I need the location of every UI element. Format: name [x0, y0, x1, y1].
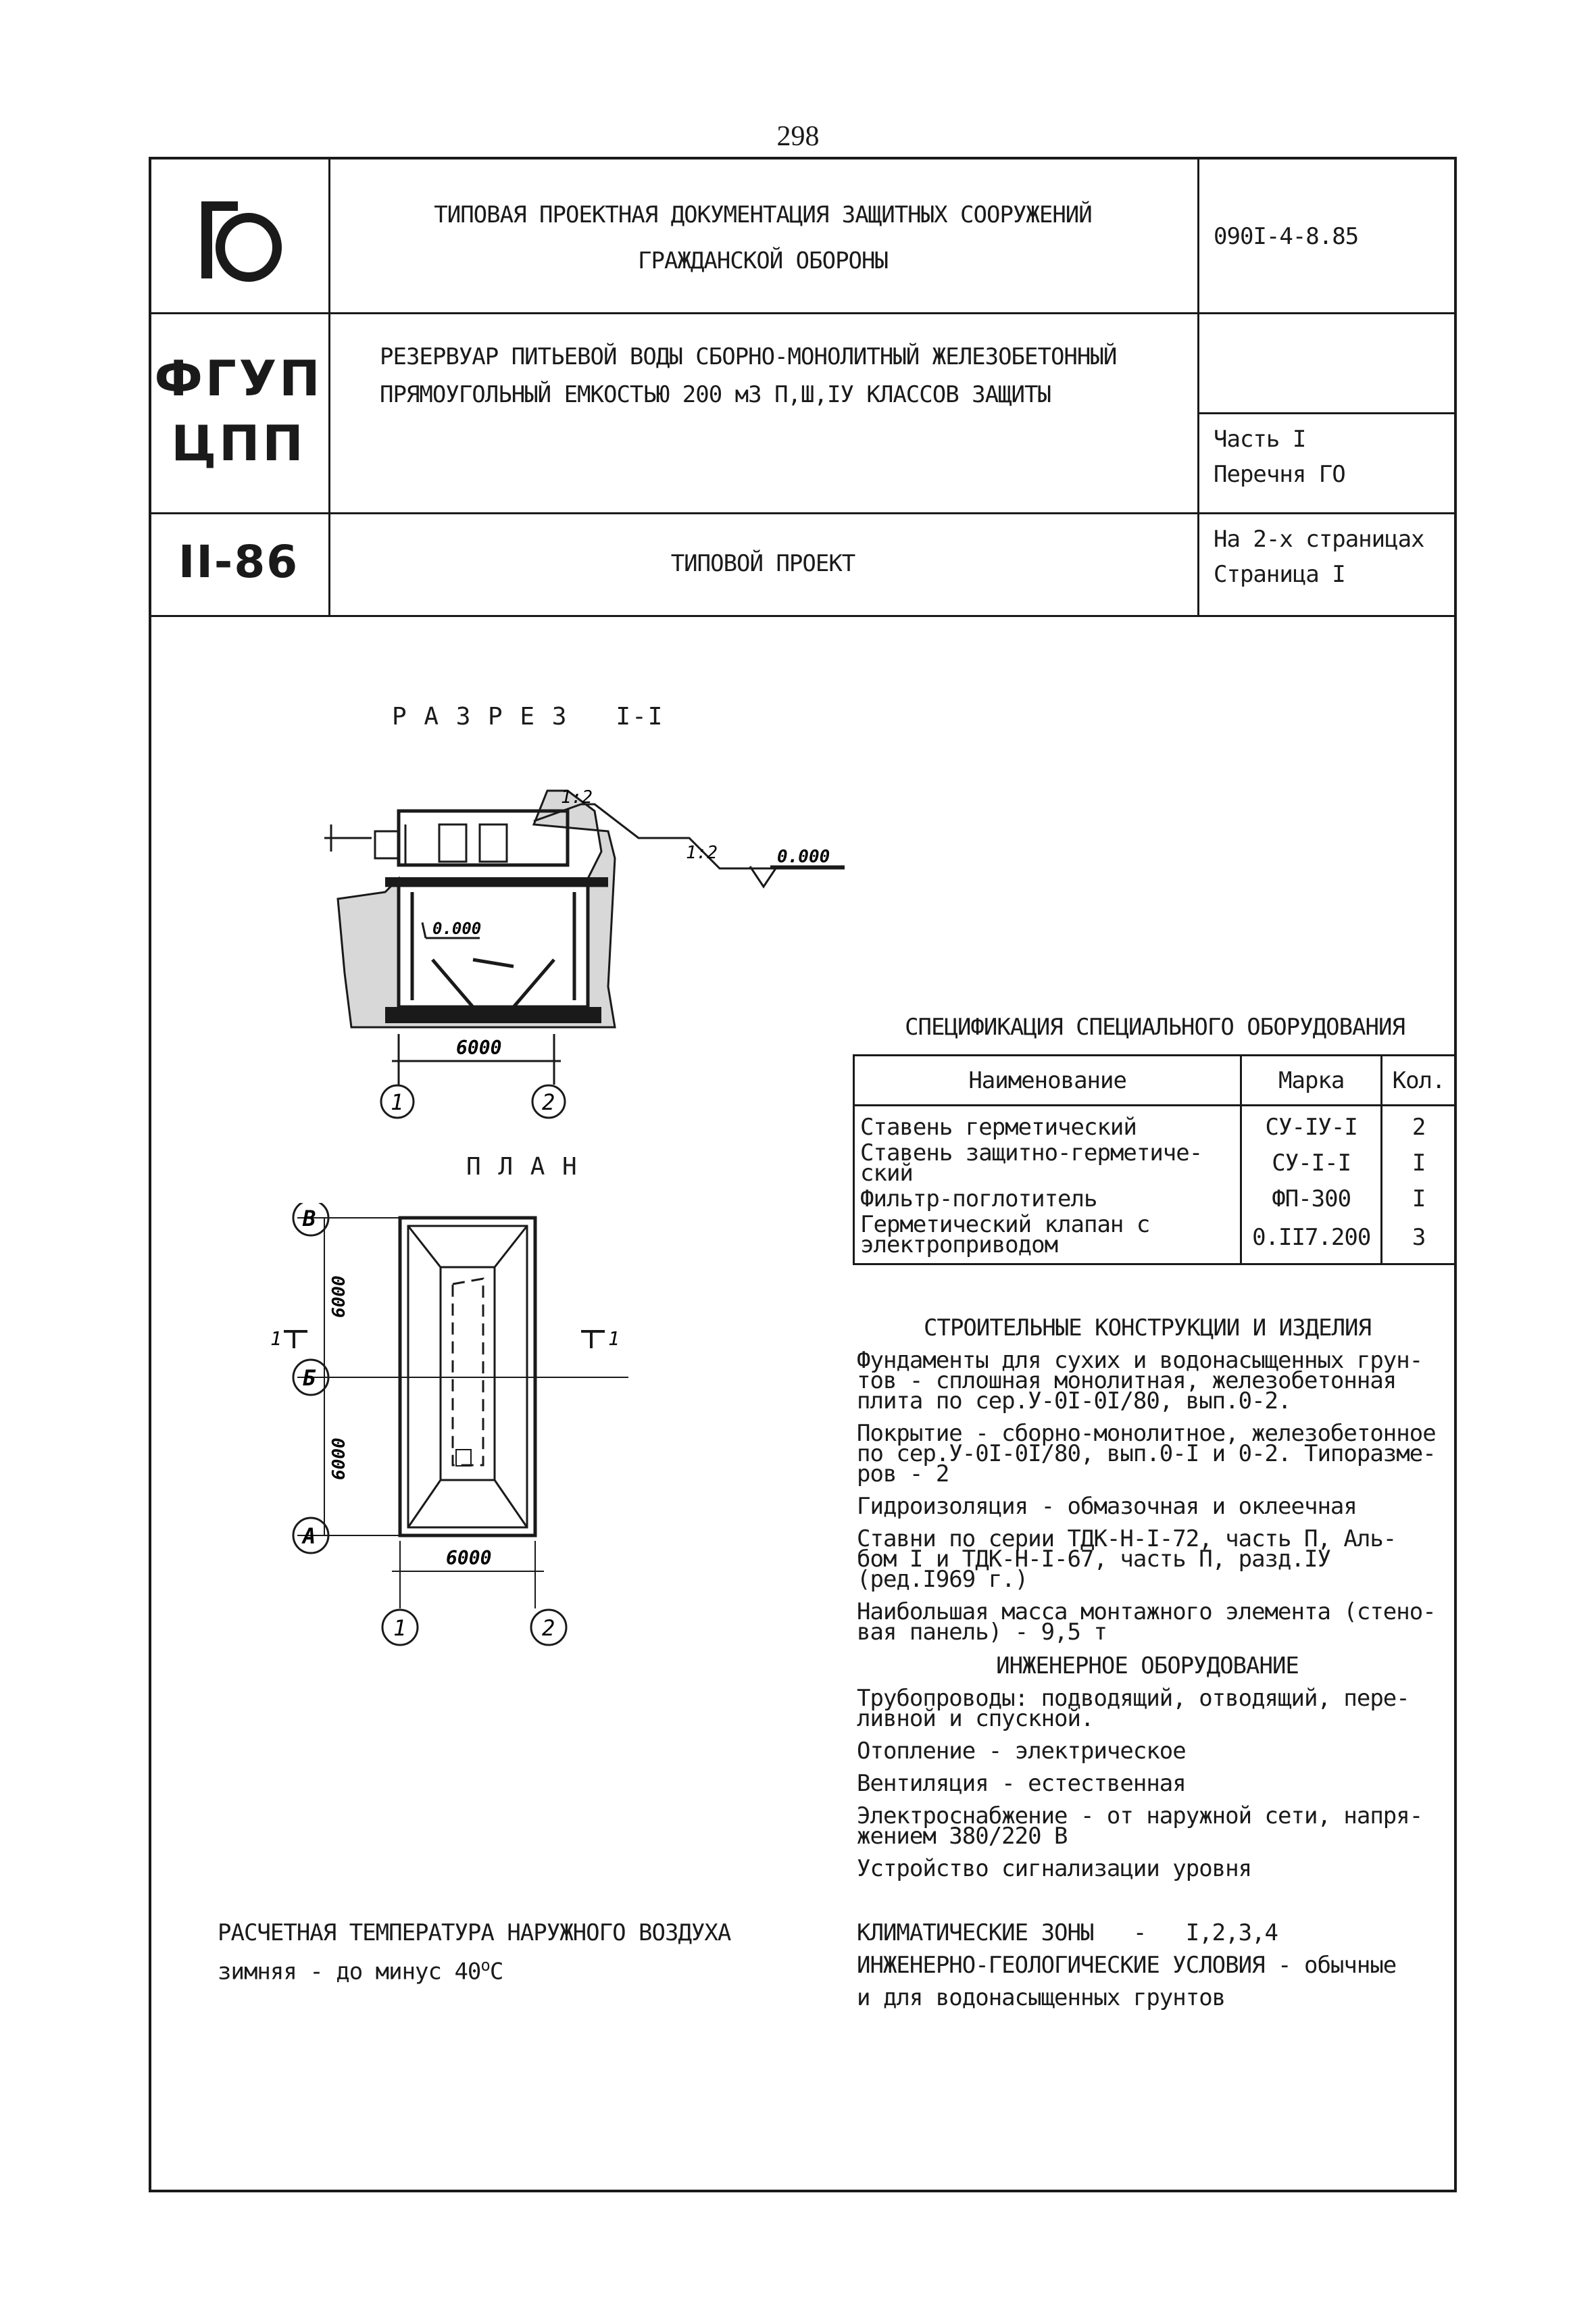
sheet-number: II-86 — [178, 536, 299, 588]
table-row: Ставень защитно-герметиче- ский СУ-I-I I — [854, 1140, 1456, 1186]
plan-title: П Л А Н — [466, 1153, 578, 1181]
axis-label: А — [303, 1523, 316, 1549]
object-title: РЕЗЕРВУАР ПИТЬЕВОЙ ВОДЫ СБОРНО-МОНОЛИТНЫЙ ЖЕЛЕЗОБЕТОННЫЙ ПРЯМОУГОЛЬНЫЙ ЕМКОСТЬЮ 200 м3 П,Ш,IУ КЛАССОВ ЗАЩИТЫ — [380, 343, 1117, 408]
roof-slab — [385, 877, 608, 887]
paragraph: Трубопроводы: подводящий, отводящий, пере- ливной и спускной. — [857, 1685, 1410, 1732]
dimension-label: 6000 — [329, 1275, 349, 1318]
temperature-note: РАСЧЕТНАЯ ТЕМПЕРАТУРА НАРУЖНОГО ВОЗДУХА зимняя - до минус $40^оС$ — [218, 1919, 731, 1986]
series-title: ТИПОВАЯ ПРОЕКТНАЯ ДОКУМЕНТАЦИЯ ЗАЩИТНЫХ СООРУЖЕНИЙ ГРАЖДАНСКОЙ ОБОРОНЫ — [434, 201, 1092, 274]
table-row: Ставень герметический СУ-IУ-I 2 — [854, 1106, 1456, 1141]
axis-label: 2 — [542, 1089, 555, 1115]
level-mark-outer: 0.000 — [777, 847, 830, 867]
paragraph: Ставни по серии ТДК-Н-I-72, часть П, Аль- бом I и ТДК-Н-I-67, часть П, разд.IУ (ред.I969 г.) — [857, 1525, 1397, 1593]
part-info: Часть I Перечня ГО — [1214, 426, 1345, 488]
dimension-label: 6000 — [456, 1037, 502, 1059]
go-logo-icon — [196, 196, 284, 284]
divider — [149, 512, 1457, 514]
pages-info: На 2-х страницах Страница I — [1214, 526, 1424, 588]
section-heading: ИНЖЕНЕРНОЕ ОБОРУДОВАНИЕ — [996, 1652, 1299, 1679]
paragraph: Гидроизоляция - обмазочная и оклеечная — [857, 1493, 1357, 1520]
paragraph: Покрытие - сборно-монолитное, железобетонное по сер.У-0I-0I/80, вып.0-I и 0-2. Типоразме- ров - 2 — [857, 1420, 1436, 1487]
paragraph: Наибольшая масса монтажного элемента (стено- вая панель) - 9,5 т — [857, 1598, 1436, 1646]
axis-label: В — [303, 1206, 316, 1231]
document-code: 090I-4-8.85 — [1214, 223, 1359, 250]
table-row: Герметический клапан с электроприводом 0.II7.200 3 — [854, 1212, 1456, 1264]
bottom-slab — [385, 1007, 601, 1023]
slope-label: 1:2 — [686, 843, 718, 863]
axis-label: 2 — [542, 1615, 555, 1641]
org-name: ФГУП ЦПП — [154, 350, 323, 472]
chamber-details — [375, 824, 507, 865]
paragraph: Отопление - электрическое — [857, 1738, 1186, 1765]
spec-title: СПЕЦИФИКАЦИЯ СПЕЦИАЛЬНОГО ОБОРУДОВАНИЯ — [905, 1014, 1405, 1041]
axis-label: 1 — [391, 1089, 404, 1115]
spec-table — [853, 1054, 1457, 1265]
slope-label: 1:2 — [561, 787, 593, 808]
axis-label: 1 — [393, 1615, 407, 1641]
tank-walls — [385, 811, 608, 1007]
paragraph: Устройство сигнализации уровня — [857, 1855, 1252, 1882]
divider — [149, 312, 1457, 314]
construction-section — [857, 1312, 1438, 1891]
level-mark-inner: 0.000 — [432, 919, 482, 938]
column-header: Кол. — [1382, 1056, 1456, 1106]
paragraph: Вентиляция - естественная — [857, 1770, 1186, 1797]
page-number: 298 — [776, 121, 820, 152]
divider — [1197, 157, 1199, 615]
hatch-detail — [456, 1450, 471, 1466]
cut-mark — [284, 1331, 605, 1348]
climate-note: КЛИМАТИЧЕСКИЕ ЗОНЫ - I,2,3,4 ИНЖЕНЕРНО-ГЕОЛОГИЧЕСКИЕ УСЛОВИЯ - обычные и для водонасыщенных грунтов — [857, 1919, 1397, 2011]
section-drawing — [311, 784, 865, 1135]
dimension-label: 6000 — [446, 1547, 492, 1569]
hidden-line — [453, 1279, 483, 1465]
dimension-label: 6000 — [329, 1437, 349, 1480]
paragraph: Фундаменты для сухих и водонасыщенных грун- тов - сплошная монолитная, железобетонная плита по сер.У-0I-0I/80, вып.0-2. — [857, 1347, 1423, 1414]
cut-mark-label: 1 — [270, 1327, 282, 1350]
divider — [149, 615, 1457, 617]
column-header: Марка — [1241, 1056, 1382, 1106]
section-heading: СТРОИТЕЛЬНЫЕ КОНСТРУКЦИИ И ИЗДЕЛИЯ — [924, 1314, 1371, 1341]
table-row: Фильтр-поглотитель ФП-300 I — [854, 1186, 1456, 1212]
section-title: Р А З Р Е З I-I — [392, 703, 664, 731]
project-type: ТИПОВОЙ ПРОЕКТ — [670, 550, 855, 577]
divider — [1197, 412, 1457, 414]
plan-drawing — [250, 1203, 655, 1676]
column-header: Наименование — [854, 1056, 1241, 1106]
cut-mark-label: 1 — [608, 1327, 620, 1350]
paragraph: Электроснабжение - от наружной сети, напря- жением 380/220 В — [857, 1802, 1423, 1850]
axis-label: Б — [303, 1365, 316, 1391]
